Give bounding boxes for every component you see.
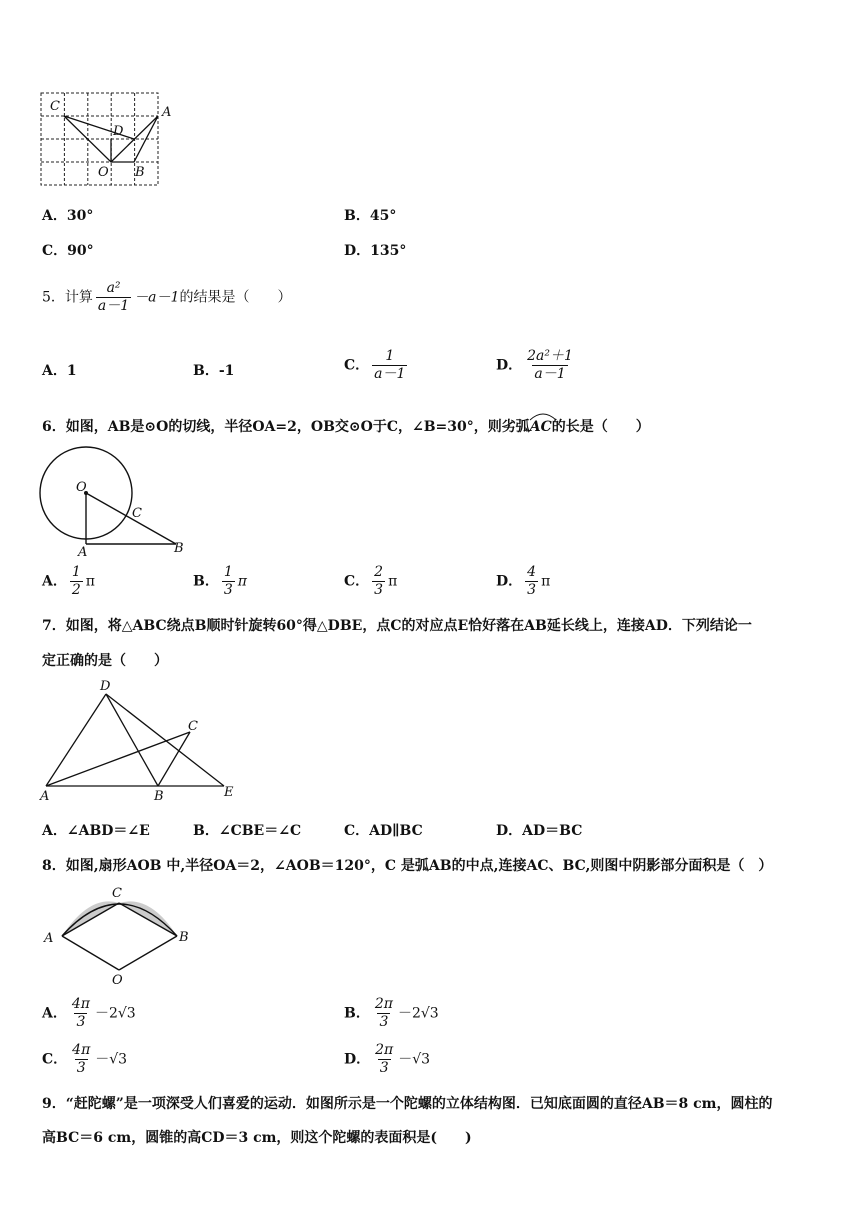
q4-option-c[interactable]: C．90° — [42, 243, 94, 259]
q8-option-c[interactable]: C． $\frac{4\pi}{3}$ －√3 — [42, 1042, 128, 1076]
q6-option-d[interactable]: D． $\frac{4}{3}$ π — [496, 564, 551, 598]
q8-option-b[interactable]: B． $\frac{2\pi}{3}$ －2√3 — [344, 996, 439, 1030]
q4-label-a: A — [162, 105, 172, 120]
question-7-line-2: 定正确的是（ ） — [42, 653, 168, 669]
q7-label-e: E — [224, 785, 234, 800]
q5-stem-prefix: 5．计算 — [42, 289, 93, 306]
q4-label-c: C — [50, 99, 60, 114]
q5-option-d[interactable] — [496, 348, 578, 383]
q4-option-b[interactable]: B．45° — [344, 208, 397, 224]
question-8: 8．如图,扇形AOB 中,半径OA＝2，∠AOB＝120°，C 是弧AB的中点,连接AC、BC,则图中阴影部分面积是（ ） — [42, 858, 773, 874]
q7-label-c: C — [188, 719, 198, 734]
q5-fraction — [96, 280, 131, 315]
q7-option-d[interactable]: D．AD＝BC — [496, 823, 583, 839]
q4-option-d[interactable]: D．135° — [344, 243, 407, 259]
q4-label-d: D — [113, 124, 124, 139]
q5-option-c[interactable] — [344, 348, 410, 383]
q5-stem-suffix: 的结果是（ ） — [179, 289, 292, 306]
q6-option-c[interactable]: C． $\frac{2}{3}$ π — [344, 564, 398, 598]
q4-option-a[interactable]: A．30° — [42, 208, 94, 224]
q6-label-b: B — [174, 541, 184, 556]
question-5 — [42, 280, 291, 315]
q5-frac-den: a－1 — [97, 298, 130, 314]
q8-label-b: B — [179, 930, 189, 945]
q6-label-o: O — [76, 480, 87, 495]
q8-label-c: C — [112, 886, 122, 901]
q4-grid-figure — [36, 88, 176, 192]
q5-option-b[interactable]: B．-1 — [193, 363, 235, 379]
q5-option-a[interactable]: A．1 — [42, 363, 77, 379]
q5-option-d-num: 2a²＋1 — [527, 348, 573, 364]
q7-label-d: D — [100, 679, 111, 694]
q6-option-b[interactable]: B． $\frac{1}{3}$ π — [193, 564, 247, 598]
q5-option-c-num: 1 — [385, 348, 395, 364]
q7-label-b: B — [154, 789, 164, 804]
question-9-line-1: 9．“赶陀螺”是一项深受人们喜爱的运动．如图所示是一个陀螺的立体结构图．已知底面圆的直径AB＝8 cm，圆柱的 — [42, 1096, 773, 1112]
q5-option-d-den: a－1 — [534, 366, 566, 382]
question-9-line-2: 高BC＝6 cm，圆锥的高CD＝3 cm，则这个陀螺的表面积是( ) — [42, 1130, 472, 1146]
q6-stem-suffix: 的长是（ ） — [551, 419, 650, 435]
q5-frac-num: a² — [106, 280, 121, 296]
q7-triangle-figure — [36, 676, 246, 804]
q5-option-c-label: C． — [344, 357, 370, 374]
question-7-line-1: 7．如图，将△ABC绕点B顺时针旋转60°得△DBE，点C的对应点E恰好落在AB延长线上，连接AD．下列结论一 — [42, 618, 752, 634]
q8-option-a[interactable]: A． $\frac{4\pi}{3}$ －2√3 — [42, 996, 136, 1030]
q4-label-b: B — [135, 165, 145, 180]
q7-label-a: A — [40, 789, 50, 804]
q6-label-c: C — [132, 506, 142, 521]
q8-option-d[interactable]: D． $\frac{2\pi}{3}$ －√3 — [344, 1042, 431, 1076]
q6-label-a: A — [78, 545, 88, 558]
q8-label-a: A — [44, 931, 54, 946]
q5-option-d-label: D． — [496, 357, 523, 374]
q6-option-a[interactable]: A． $\frac{1}{2}$ π — [42, 564, 95, 598]
q6-arc-label: AC — [530, 419, 552, 435]
q5-stem-mid: －a－1 — [134, 289, 180, 306]
q7-option-a[interactable]: A．∠ABD＝∠E — [42, 823, 150, 839]
q8-label-o: O — [112, 973, 123, 988]
question-6 — [42, 416, 650, 436]
q5-option-c-den: a－1 — [374, 366, 406, 382]
q6-stem-prefix: 6．如图，AB是⊙O的切线，半径OA=2，OB交⊙O于C，∠B=30°，则劣弧 — [42, 419, 530, 435]
q7-option-c[interactable]: C．AD∥BC — [344, 823, 423, 839]
q4-label-o: O — [98, 165, 109, 180]
q7-option-b[interactable]: B．∠CBE＝∠C — [193, 823, 302, 839]
q6-circle-figure — [36, 446, 196, 558]
q8-sector-figure — [40, 884, 200, 988]
